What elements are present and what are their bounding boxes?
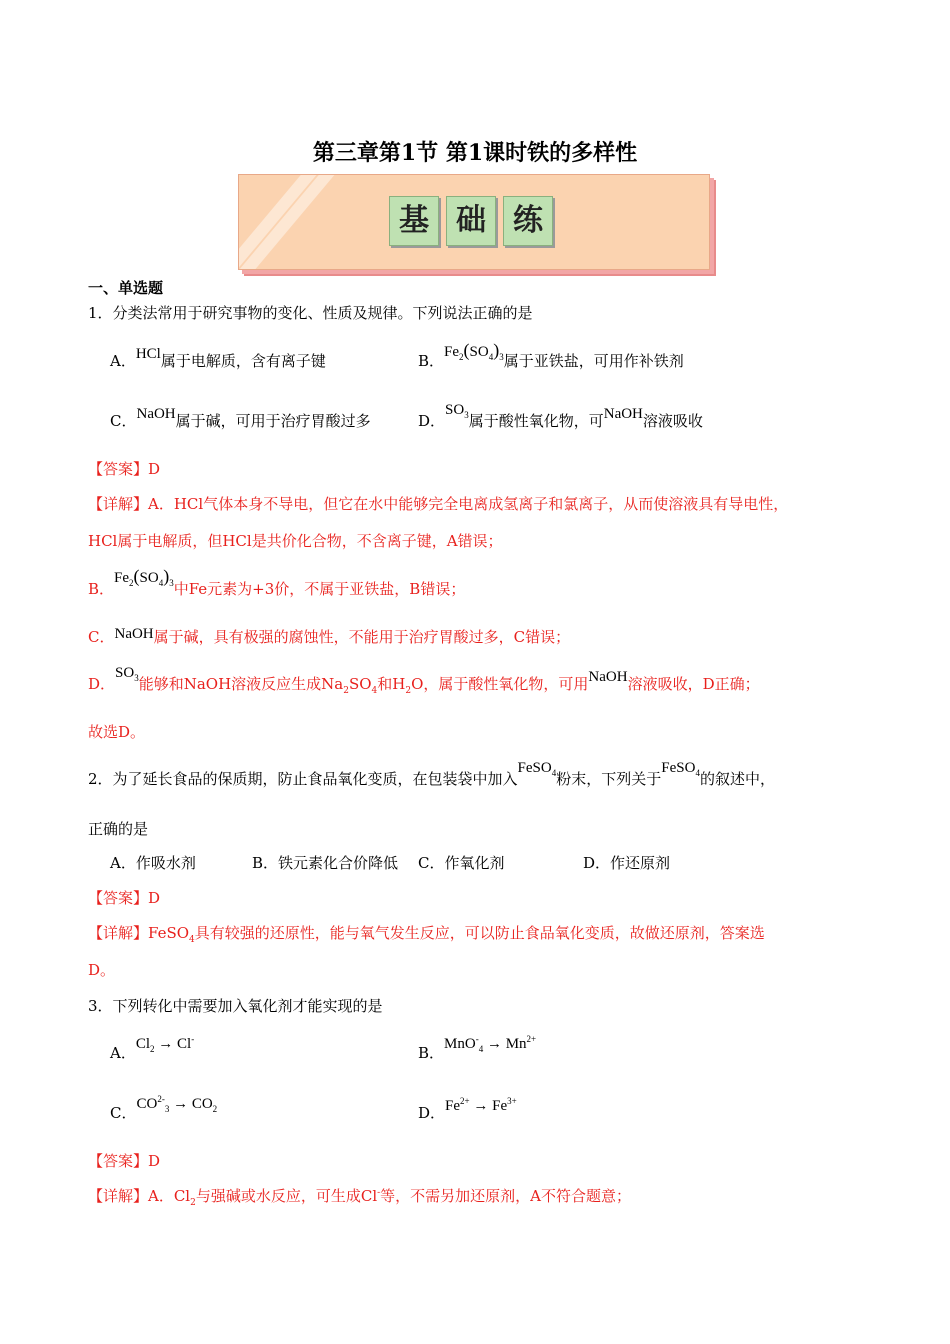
banner-char: 基	[389, 196, 439, 246]
question-3-stem: 3．下列转化中需要加入氧化剂才能实现的是	[88, 997, 383, 1015]
q2-option-b: B．铁元素化合价降低	[252, 854, 399, 872]
q1-explanation-line: 【详解】A．HCl气体本身不导电，但它在水中能够完全电离成氢离子和氯离子，从而使溶液具有导电性，	[88, 495, 789, 513]
q3-answer: 【答案】D	[88, 1152, 161, 1170]
page-title: 第三章第1节 第1课时铁的多样性	[312, 140, 638, 166]
q2-explanation-line: 【详解】FeSO$_4$具有较强的还原性，能与氧气发生反应，可以防止食品氧化变质，故做还原剂，答案选	[88, 924, 765, 945]
q3-option-c: C．$CO^{2-}_3 \to CO_2$	[110, 1094, 218, 1122]
q2-option-d: D．作还原剂	[583, 854, 671, 872]
q2-option-c: C．作氧化剂	[418, 854, 505, 872]
q2-answer: 【答案】D	[88, 889, 161, 907]
q2-explanation-line: D。	[88, 961, 116, 979]
q1-answer: 【答案】D	[88, 460, 161, 478]
q1-option-c: C．NaOH属于碱，可用于治疗胃酸过多	[110, 406, 371, 430]
banner-char: 础	[446, 196, 496, 246]
q3-option-d: D．$Fe^{2+} \to Fe^{3+}$	[418, 1096, 517, 1122]
q2-option-a: A．作吸水剂	[110, 854, 196, 872]
q3-explanation-line: 【详解】A．$Cl_2$与强碱或水反应，可生成Cl-等，不需另加还原剂，A不符合题意；	[88, 1187, 632, 1208]
q3-option-a: A．$Cl_2 \to Cl^-$	[110, 1034, 195, 1062]
section-banner	[238, 174, 710, 270]
q1-explanation-c: C．NaOH属于碱，具有极强的腐蚀性，不能用于治疗胃酸过多，C错误；	[88, 626, 571, 646]
q1-option-a: A．HCl属于电解质，含有离子键	[110, 346, 326, 370]
q1-explanation-b: B．$Fe_2(SO_4)_3$中Fe元素为+3价，不属于亚铁盐，B错误；	[88, 566, 466, 598]
q1-explanation-line: HCl属于电解质，但HCl是共价化合物，不含离子键，A错误；	[88, 532, 503, 550]
banner-char: 练	[503, 196, 553, 246]
question-2-stem-cont: 正确的是	[88, 820, 149, 838]
q1-explanation-d: D．$SO_3$能够和NaOH溶液反应生成$Na_2SO_4$和$H_2O$，属于酸性氧化物，可用NaOH溶液吸收，D正确；	[88, 665, 760, 696]
q1-option-b: B．$Fe_2(SO_4)_3$属于亚铁盐，可用作补铁剂	[418, 340, 684, 370]
q1-option-d: D．$SO_3$属于酸性氧化物，可NaOH溶液吸收	[418, 402, 703, 430]
question-1-stem: 1．分类法常用于研究事物的变化、性质及规律。下列说法正确的是	[88, 304, 533, 322]
section-heading: 一、单选题	[88, 279, 164, 297]
q3-option-b: B．$MnO^-_4 \to Mn^{2+}$	[418, 1034, 537, 1062]
question-2-stem: 2．为了延长食品的保质期，防止食品氧化变质，在包装袋中加入FeSO$_4$粉末，下列关于FeSO$_4$的叙述中，	[88, 760, 775, 788]
q1-conclusion: 故选D。	[88, 723, 146, 741]
